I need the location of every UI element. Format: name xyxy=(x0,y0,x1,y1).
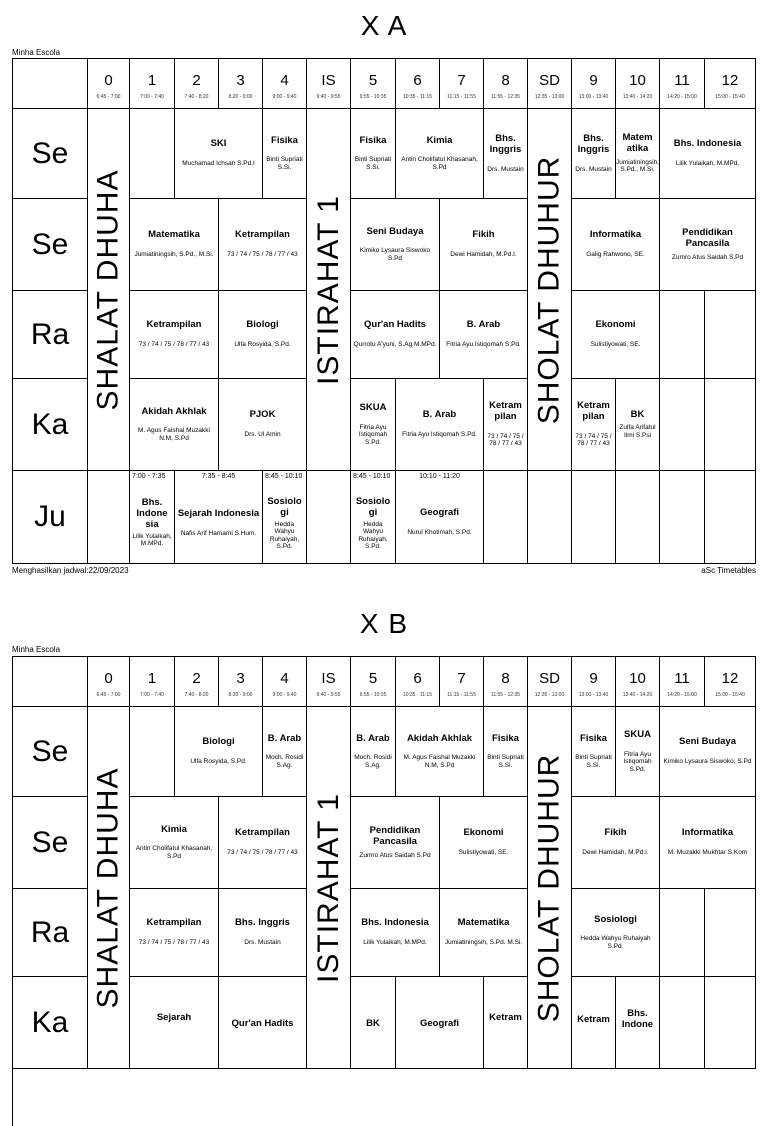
lesson-cell[interactable]: SKI Muchamad Ichsan S.Pd.I xyxy=(175,109,263,199)
empty-slot xyxy=(307,471,351,564)
lesson-cell[interactable]: Fisika Binti Supriati S.Si. xyxy=(351,109,396,199)
period-header: 6 10:35 - 11:15 xyxy=(396,59,440,109)
period-header: 8 11:55 - 12:35 xyxy=(484,657,528,707)
period-header: 11 14:20 - 15:00 xyxy=(660,657,705,707)
period-header: 4 9:00 - 9:40 xyxy=(263,657,307,707)
class-title: X A xyxy=(360,10,408,41)
period-header: 4 9:00 - 9:40 xyxy=(263,59,307,109)
timetable-xb xyxy=(0,600,768,1039)
lesson-cell[interactable]: Fisika Binti Supriati S.Si. xyxy=(263,109,307,199)
period-header: 2 7:40 - 8:20 xyxy=(175,59,219,109)
lesson-cell[interactable]: B. Arab Moch. Rosidi S.Ag. xyxy=(263,707,307,797)
lesson-cell[interactable]: Qur'an Hadits xyxy=(219,977,307,1069)
lesson-cell[interactable]: 8:45 - 10:10 Sosiolo gi Hedda Wahyu Ruhaiyah, S.Pd. xyxy=(351,471,396,564)
lesson-cell[interactable]: B. Arab Fitria Ayu Istiqomah S.Pd. xyxy=(440,291,528,379)
period-header: 9 13:00 - 13:40 xyxy=(572,59,616,109)
lesson-cell[interactable]: Sosiologi Hedda Wahyu Ruhaiyah S.Pd. xyxy=(572,889,660,977)
period-header: 1 7:00 - 7:40 xyxy=(130,657,175,707)
lesson-cell[interactable]: Kimia Antin Cholifatul Khasanah, S.Pd xyxy=(396,109,484,199)
empty-slot xyxy=(660,291,705,379)
lesson-cell[interactable]: Biologi Ulfa Rosyida, S.Pd. xyxy=(219,291,307,379)
period-header: 3 8:20 - 9:00 xyxy=(219,657,263,707)
period-header: 0 6:45 - 7:00 xyxy=(88,59,130,109)
lesson-cell[interactable]: Bhs. Indone xyxy=(616,977,660,1069)
lesson-cell[interactable]: Ketram xyxy=(572,977,616,1069)
lesson-cell[interactable]: Bhs. Inggris Drs. Mustain xyxy=(484,109,528,199)
lesson-cell[interactable]: Fisika Binti Supriati S.Si. xyxy=(484,707,528,797)
empty-slot xyxy=(88,471,130,564)
generated-date: Menghasilkan jadwal:22/09/2023 xyxy=(12,566,129,575)
timetable-grid xyxy=(12,656,756,1126)
period-header: 1 7:00 - 7:40 xyxy=(130,59,175,109)
day-label: Ju xyxy=(13,471,88,564)
lesson-cell[interactable]: Sejarah xyxy=(130,977,219,1069)
lesson-cell[interactable]: Akidah Akhlak M. Agus Faishal Muzakki N.M, S.Pd xyxy=(130,379,219,471)
period-header: 7 11:15 - 11:55 xyxy=(440,657,484,707)
period-header: 2 7:40 - 8:20 xyxy=(175,657,219,707)
day-label: Ra xyxy=(13,889,88,977)
period-header: 12 15:00 - 15:40 xyxy=(705,657,756,707)
break-sholat-dhuhur: SHOLAT DHUHUR xyxy=(528,109,572,471)
lesson-cell[interactable]: Informatika Galig Rahwono, SE. xyxy=(572,199,660,291)
day-label: Ka xyxy=(13,977,88,1069)
lesson-cell[interactable]: 7:00 - 7:35 Bhs. Indone sia Lilik Yulaikah, M.MPd. xyxy=(130,471,175,564)
lesson-cell[interactable]: Ekonomi Sulistiyowati, SE. xyxy=(440,797,528,889)
period-header: 6 10:35 - 11:15 xyxy=(396,657,440,707)
day-label: Se xyxy=(13,109,88,199)
lesson-cell[interactable]: Ketrampilan 73 / 74 / 75 / 78 / 77 / 43 xyxy=(130,291,219,379)
period-header: 9 13:00 - 13:40 xyxy=(572,657,616,707)
timetable-grid xyxy=(12,58,756,564)
day-label: Ka xyxy=(13,379,88,471)
period-header: 7 11:15 - 11:55 xyxy=(440,59,484,109)
lesson-cell[interactable]: SKUA Fitria Ayu Istiqomah S.Pd. xyxy=(616,707,660,797)
lesson-cell[interactable]: Bhs. Inggris Drs. Mustain xyxy=(572,109,616,199)
lesson-cell[interactable]: Matematika Jumiatiningsih, S.Pd. M.Si. xyxy=(440,889,528,977)
empty-slot xyxy=(660,977,705,1069)
break-shalat-dhuha: SHALAT DHUHA xyxy=(88,707,130,1069)
lesson-cell[interactable]: BK Zulfa Arifatul Ilmi S.Psi xyxy=(616,379,660,471)
empty-slot xyxy=(528,471,572,564)
lesson-cell[interactable]: Seni Budaya Kimiko Lysaura Siswoko, S.Pd xyxy=(660,707,756,797)
lesson-cell[interactable]: BK xyxy=(351,977,396,1069)
lesson-cell[interactable]: Bhs. Inggris Drs. Mustain xyxy=(219,889,307,977)
lesson-cell[interactable]: Fikih Dewi Hamidah, M.Pd.I. xyxy=(572,797,660,889)
empty-slot xyxy=(572,471,616,564)
empty-slot xyxy=(660,889,705,977)
lesson-cell[interactable]: Matem atika Jumiatiningsih, S.Pd., M.Si. xyxy=(616,109,660,199)
lesson-cell[interactable]: Biologi Ulfa Rosyida, S.Pd. xyxy=(175,707,263,797)
empty-slot xyxy=(705,379,756,471)
lesson-cell[interactable]: Ketram pilan 73 / 74 / 75 / 78 / 77 / 43 xyxy=(484,379,528,471)
period-header: 12 15:00 - 15:40 xyxy=(705,59,756,109)
lesson-cell[interactable]: Seni Budaya Kimiko Lysaura Siswoko S.Pd xyxy=(351,199,440,291)
school-name: Minha Escola xyxy=(12,645,61,654)
empty-slot xyxy=(705,471,756,564)
lesson-cell[interactable]: B. Arab Fitria Ayu Istiqomah S.Pd. xyxy=(396,379,484,471)
period-header: 0 6:45 - 7:00 xyxy=(88,657,130,707)
day-label: Se xyxy=(13,707,88,797)
corner-cell xyxy=(13,59,88,109)
corner-cell xyxy=(13,657,88,707)
period-header: SD 12:35 - 13:00 xyxy=(528,657,572,707)
empty-slot xyxy=(660,379,705,471)
break-istirahat: ISTIRAHAT 1 xyxy=(307,707,351,1069)
period-header: 5 9:55 - 10:35 xyxy=(351,59,396,109)
empty-slot xyxy=(130,707,175,797)
lesson-cell[interactable]: B. Arab Moch. Rosidi S.Ag. xyxy=(351,707,396,797)
empty-slot xyxy=(705,291,756,379)
lesson-cell[interactable]: Bhs. Indonesia Lilik Yulaikah, M.MPd. xyxy=(351,889,440,977)
lesson-cell[interactable]: 7:35 - 8:45 Sejarah Indonesia Nafis Arif Hamami S.Hum. xyxy=(175,471,263,564)
lesson-cell[interactable]: Ketram xyxy=(484,977,528,1069)
break-istirahat: ISTIRAHAT 1 xyxy=(307,109,351,471)
lesson-cell[interactable]: 8:45 - 10:10 Sosiolo gi Hedda Wahyu Ruhaiyah, S.Pd. xyxy=(263,471,307,564)
period-header: 10 13:40 - 14:20 xyxy=(616,59,660,109)
day-label: Ra xyxy=(13,291,88,379)
app-credit: aSc Timetables xyxy=(701,566,756,575)
empty-slot xyxy=(616,471,660,564)
empty-slot xyxy=(660,471,705,564)
lesson-cell[interactable]: Geografi xyxy=(396,977,484,1069)
lesson-cell[interactable]: Kimia Antin Cholifatul Khasanah, S.Pd xyxy=(130,797,219,889)
lesson-cell[interactable]: Matematika Jumiatiningsih, S.Pd., M.Si. xyxy=(130,199,219,291)
period-header: 3 8:20 - 9:00 xyxy=(219,59,263,109)
lesson-cell[interactable]: Ekonomi Sulistiyowati, SE. xyxy=(572,291,660,379)
period-header: IS 9:40 - 9:55 xyxy=(307,657,351,707)
period-header: 5 9:55 - 10:35 xyxy=(351,657,396,707)
lesson-cell[interactable]: Ketram pilan 73 / 74 / 75 / 78 / 77 / 43 xyxy=(572,379,616,471)
lesson-cell[interactable]: Informatika M. Muzakki Mukhtar S.Kom xyxy=(660,797,756,889)
day-label: Se xyxy=(13,797,88,889)
lesson-cell[interactable]: Ketrampilan 73 / 74 / 75 / 78 / 77 / 43 xyxy=(130,889,219,977)
empty-slot xyxy=(484,471,528,564)
period-header: IS 9:40 - 9:55 xyxy=(307,59,351,109)
lesson-cell[interactable]: PJOK Drs. Ul Amin xyxy=(219,379,307,471)
lesson-cell[interactable]: Qur'an Hadits Qurrotu A'yuni, S.Ag M.MPd. xyxy=(351,291,440,379)
class-title: X B xyxy=(359,608,409,639)
lesson-cell[interactable]: Fisika Binti Supriati S.Si. xyxy=(572,707,616,797)
lesson-cell[interactable]: Pendidikan Pancasila Zumro Atus Saidah S.Pd xyxy=(660,199,756,291)
period-header: 11 14:20 - 15:00 xyxy=(660,59,705,109)
lesson-cell[interactable]: Pendidikan Pancasila Zumro Atus Saidah S.Pd xyxy=(351,797,440,889)
lesson-cell[interactable]: Bhs. Indonesia Lilik Yulaikah, M.MPd. xyxy=(660,109,756,199)
break-shalat-dhuha: SHALAT DHUHA xyxy=(88,109,130,471)
lesson-cell[interactable]: 10:10 - 11:20 Geografi Nurul Khotimah, S.Pd. xyxy=(396,471,484,564)
lesson-cell[interactable]: Ketrampilan 73 / 74 / 75 / 78 / 77 / 43 xyxy=(219,199,307,291)
lesson-cell[interactable]: Akidah Akhlak M. Agus Faishal Muzakki N.M, S.Pd xyxy=(396,707,484,797)
period-header: 10 13:40 - 14:20 xyxy=(616,657,660,707)
lesson-cell[interactable]: Fikih Dewi Hamidah, M.Pd.I. xyxy=(440,199,528,291)
empty-slot xyxy=(705,889,756,977)
break-sholat-dhuhur: SHOLAT DHUHUR xyxy=(528,707,572,1069)
lesson-cell[interactable]: Ketrampilan 73 / 74 / 75 / 78 / 77 / 43 xyxy=(219,797,307,889)
empty-slot xyxy=(705,977,756,1069)
school-name: Minha Escola xyxy=(12,48,61,57)
period-header: SD 12:35 - 13:00 xyxy=(528,59,572,109)
lesson-cell[interactable]: SKUA Fitria Ayu Istiqomah S.Pd. xyxy=(351,379,396,471)
day-label: Se xyxy=(13,199,88,291)
empty-slot xyxy=(130,109,175,199)
period-header: 8 11:55 - 12:35 xyxy=(484,59,528,109)
